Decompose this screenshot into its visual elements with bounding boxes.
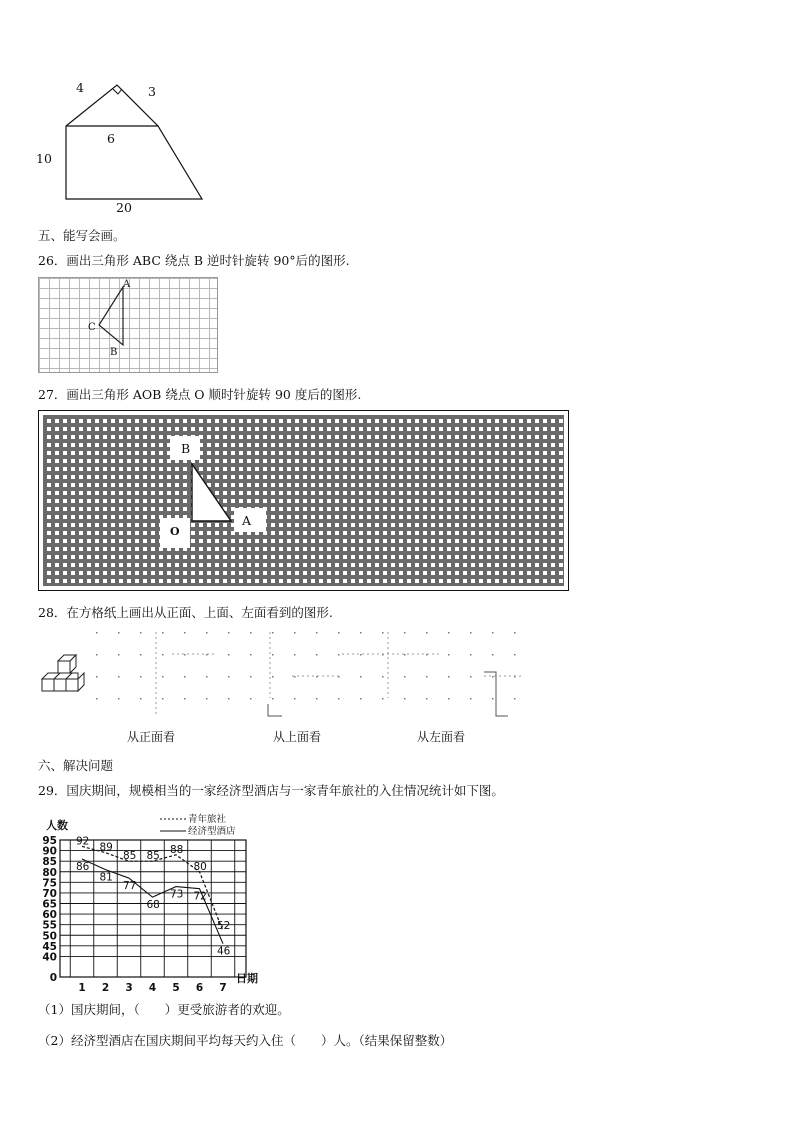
y-tick-label: 65 [42, 898, 57, 911]
q29-sub2: （2）经济型酒店在国庆期间平均每天约入住（ ）人。（结果保留整数） [38, 1033, 453, 1048]
legend-youth-hostel: 青年旅社 [188, 814, 227, 825]
x-tick-label: 6 [195, 982, 204, 992]
right-angle-mark [113, 89, 122, 94]
composite-figure [30, 75, 220, 220]
label-3: 3 [148, 84, 156, 99]
q26-label-c: C [88, 322, 96, 333]
data-label-youth-hostel: 88 [170, 843, 184, 856]
data-label-budget-hotel: 68 [146, 899, 160, 912]
chart-x-ticks [78, 982, 226, 992]
chart-y-ticks [42, 835, 57, 984]
q28-dot-grid [92, 628, 532, 720]
data-label-youth-hostel: 85 [123, 850, 137, 863]
figure-outline [66, 85, 202, 199]
data-label-youth-hostel: 92 [76, 835, 90, 848]
chart-x-axis-label: 日期 [236, 972, 258, 985]
label-4: 4 [76, 80, 84, 95]
data-label-budget-hotel: 77 [123, 880, 137, 893]
section-6-title: 六、解决问题 [38, 758, 114, 773]
data-label-budget-hotel: 46 [217, 945, 231, 958]
q26-label-b: B [110, 347, 118, 358]
y-tick-label: 70 [42, 887, 57, 900]
q28-cubes [38, 650, 94, 696]
data-label-youth-hostel: 52 [217, 920, 231, 933]
data-label-budget-hotel: 72 [193, 890, 207, 903]
data-label-youth-hostel: 80 [193, 860, 207, 873]
dot-grid-points [96, 632, 516, 700]
x-tick-label: 5 [172, 982, 180, 992]
q27-label-a: A [242, 513, 252, 528]
y-tick-label: 95 [42, 835, 57, 847]
q27-text: 27．画出三角形 AOB 绕点 O 顺时针旋转 90 度后的图形. [38, 387, 362, 402]
data-label-budget-hotel: 73 [170, 888, 184, 901]
q27-label-o: O [170, 525, 180, 538]
x-tick-label: 7 [219, 982, 227, 992]
y-tick-label: 90 [42, 845, 57, 858]
y-tick-label: 75 [42, 877, 57, 890]
y-tick-label: 80 [42, 866, 57, 879]
q26-triangle [38, 277, 218, 373]
y-tick-label: 55 [42, 919, 57, 932]
q29-text: 29．国庆期间，规模相当的一家经济型酒店与一家青年旅社的入住情况统计如下图。 [38, 783, 504, 798]
chart-legend [160, 813, 236, 837]
y-tick-label: 40 [42, 951, 57, 964]
data-label-budget-hotel: 81 [99, 871, 113, 884]
y-tick-label: 60 [42, 909, 57, 922]
y-tick-label: 50 [42, 930, 57, 943]
y-tick-label: 85 [42, 856, 57, 869]
q26-label-a: A [123, 279, 131, 290]
chart-y-axis-label: 人数 [46, 819, 68, 832]
x-tick-label: 3 [125, 982, 133, 992]
triangle-aob [192, 464, 231, 521]
label-20: 20 [116, 200, 132, 215]
view-left-label: 从左面看 [417, 730, 466, 744]
y-tick-label: 0 [49, 972, 57, 984]
x-tick-label: 1 [78, 982, 86, 992]
label-10: 10 [36, 151, 52, 166]
view-top-label: 从上面看 [273, 730, 322, 744]
x-tick-label: 2 [101, 982, 110, 992]
q28-text: 28．在方格纸上画出从正面、上面、左面看到的图形. [38, 605, 333, 620]
legend-budget-hotel: 经济型酒店 [188, 826, 236, 837]
view-front-label: 从正面看 [127, 730, 176, 744]
q27-label-b: B [181, 441, 191, 456]
composite-figure-svg [30, 75, 220, 220]
q26-text: 26．画出三角形 ABC 绕点 B 逆时针旋转 90°后的图形. [38, 253, 350, 268]
y-tick-label: 45 [42, 940, 57, 953]
q27-triangle [38, 410, 569, 591]
label-6: 6 [107, 131, 115, 146]
line-chart [36, 812, 272, 992]
section-5-title: 五、能写会画。 [38, 228, 126, 243]
data-label-budget-hotel: 86 [76, 861, 90, 874]
q29-sub1: （1）国庆期间，（ ）更受旅游者的欢迎。 [38, 1002, 290, 1017]
x-tick-label: 4 [148, 982, 157, 992]
triangle-abc [99, 287, 123, 345]
data-label-youth-hostel: 85 [146, 850, 160, 863]
data-label-youth-hostel: 89 [99, 841, 113, 854]
